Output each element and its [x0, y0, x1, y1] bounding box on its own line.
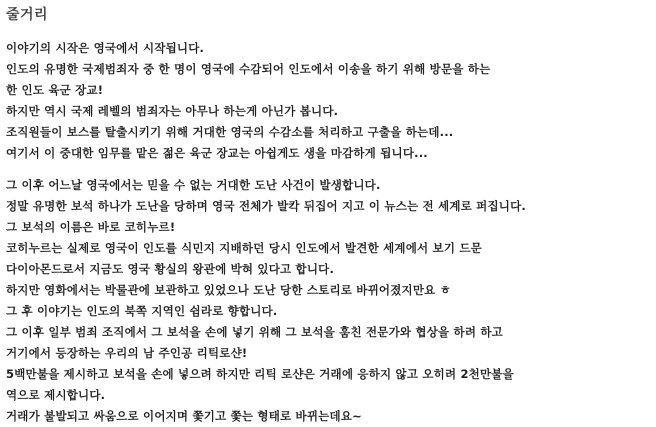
paragraph-main-plot	[6, 175, 652, 427]
text-line: 역으로 제시합니다.	[6, 388, 106, 402]
text-line: 그 이후 일부 범죄 조직에서 그 보석을 손에 넣기 위해 그 보석을 훔친 전문가와 협상을 하려 하고	[6, 325, 503, 339]
text-line: 이야기의 시작은 영국에서 시작됩니다.	[6, 41, 205, 55]
text-line: 다이아몬드로서 지금도 영국 황실의 왕관에 박혀 있다고 합니다.	[6, 262, 335, 276]
text-line: 하지만 역시 국제 레벨의 범죄자는 아무나 하는게 아닌가 봅니다.	[6, 104, 339, 118]
text-line: 조직원들이 보스를 탈출시키기 위해 거대한 영국의 수감소를 처리하고 구출을 하는데...	[6, 125, 454, 139]
text-line: 여기서 이 중대한 임무를 맡은 젊은 육군 장교는 아쉽게도 생을 마감하게 됩니다...	[6, 146, 428, 160]
text-line: 정말 유명한 보석 하나가 도난을 당하며 영국 전체가 발칵 뒤집어 지고 이 뉴스는 전 세계로 퍼집니다.	[6, 199, 526, 213]
page-title: 줄거리	[6, 7, 49, 23]
text-line: 한 인도 육군 장교!	[6, 83, 104, 97]
text-line: 5백만불을 제시하고 보석을 손에 넣으려 하지만 리틱 로샨은 거래에 응하지 않고 오히려 2천만불을	[6, 367, 514, 381]
text-line: 거래가 불발되고 싸움으로 이어지며 쫓기고 쫓는 형태로 바뀌는데요~	[6, 409, 362, 423]
text-line: 그 보석의 이름은 바로 코히누르!	[6, 220, 176, 234]
paragraph-intro	[6, 38, 652, 164]
text-line: 그 후 이야기는 인도의 북쪽 지역인 쉼라로 향합니다.	[6, 304, 278, 318]
text-line: 거기에서 등장하는 우리의 남 주인공 리틱로샨!	[6, 346, 248, 360]
text-line: 코히누르는 실제로 영국이 인도를 식민지 지배하던 당시 인도에서 발견한 세계에서 보기 드문	[6, 241, 482, 255]
text-line: 그 이후 어느날 영국에서는 믿을 수 없는 거대한 도난 사건이 발생합니다.	[6, 178, 381, 192]
text-line: 하지만 영화에서는 박물관에 보관하고 있었으나 도난 당한 스토리로 바뀌어졌지만요 ㅎ	[6, 283, 451, 297]
text-line: 인도의 유명한 국제범죄자 중 한 명이 영국에 수감되어 인도에서 이송을 하기 위해 방문을 하는	[6, 62, 491, 76]
